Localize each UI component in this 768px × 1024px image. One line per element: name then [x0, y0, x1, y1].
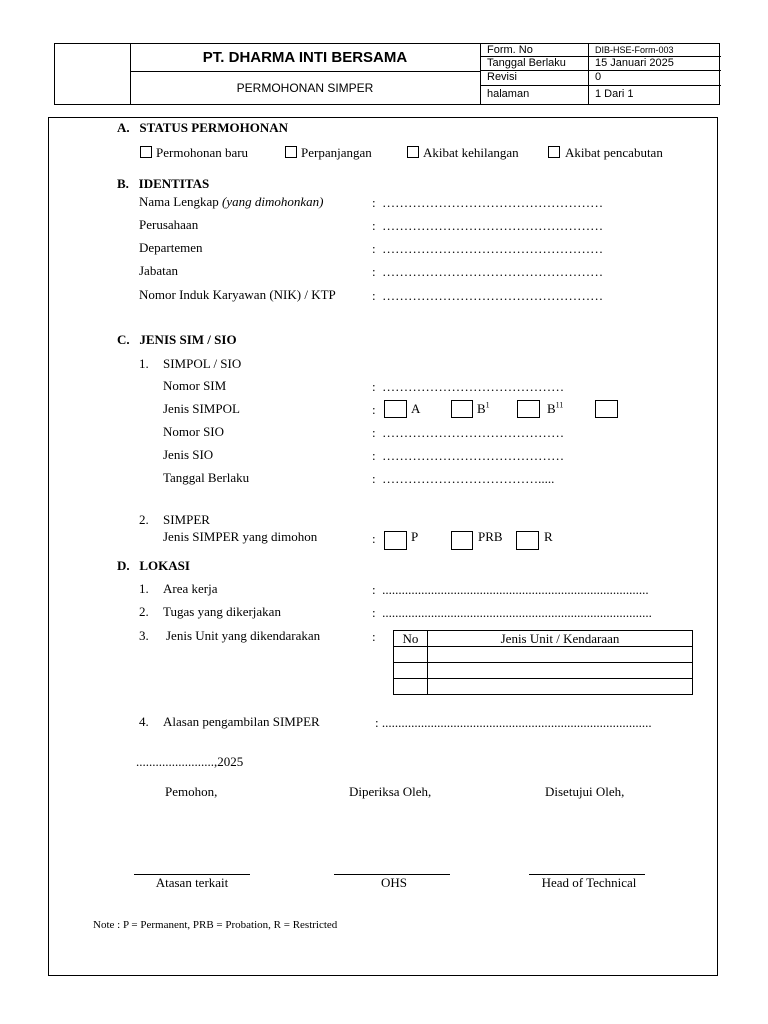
signature-role-diperiksa: Diperiksa Oleh, [349, 784, 432, 799]
section-b-heading: B. IDENTITAS [117, 176, 210, 191]
table-header-row [394, 631, 693, 647]
header-divider [588, 44, 589, 104]
date-line[interactable]: ........................,2025 [136, 754, 244, 769]
meta-label-revisi: Revisi [487, 71, 517, 83]
status-checkbox-kehilangan[interactable] [407, 146, 419, 158]
subsection-number: 1. [139, 356, 149, 371]
field-label-nik: Nomor Induk Karyawan (NIK) / KTP [139, 287, 336, 302]
field-label-alasan: Alasan pengambilan SIMPER [163, 714, 320, 729]
table-cell[interactable] [428, 663, 693, 679]
header-divider [480, 44, 481, 104]
field-fill-tanggal-berlaku[interactable]: : ………………………………..... [372, 471, 555, 486]
field-colon: : [372, 629, 376, 644]
footer-note: Note : P = Permanent, PRB = Probation, R = Restricted [93, 919, 338, 931]
field-label-nomor-sim: Nomor SIM [163, 378, 227, 393]
field-label-jenis-unit: Jenis Unit yang dikendarakan [166, 628, 321, 643]
field-label-perusahaan: Perusahaan [139, 217, 199, 232]
field-fill-alasan[interactable]: : ................................................................................... [375, 715, 652, 730]
form-header [54, 43, 720, 105]
field-fill-nomor-sim[interactable]: : …………………………………… [372, 379, 565, 394]
status-checkbox-pencabutan[interactable] [548, 146, 560, 158]
simpol-option-b11-sup: 11 [555, 400, 564, 410]
status-checkbox-baru[interactable] [140, 146, 152, 158]
table-cell[interactable] [394, 679, 428, 695]
simper-checkbox-p[interactable] [384, 531, 407, 550]
header-divider [130, 71, 480, 72]
simpol-option-a: A [411, 401, 421, 416]
field-label-nama [139, 194, 323, 210]
field-label-tanggal-berlaku: Tanggal Berlaku [163, 470, 250, 485]
simpol-option-b1-base: B [477, 401, 486, 416]
simper-option-p: P [411, 529, 419, 544]
header-divider [480, 85, 721, 86]
meta-value-tanggal: 15 Januari 2025 [595, 57, 674, 69]
signature-title-ohs: OHS [380, 875, 407, 890]
simpol-checkbox-extra[interactable] [595, 400, 618, 418]
item-number: 4. [139, 714, 149, 729]
field-label-jenis-sio: Jenis SIO [163, 447, 214, 462]
status-option-pencabutan: Akibat pencabutan [565, 145, 663, 160]
simpol-checkbox-b1[interactable] [451, 400, 473, 418]
meta-label-halaman: halaman [487, 88, 530, 100]
simpol-option-b1 [477, 401, 490, 417]
field-fill-perusahaan[interactable]: : …………………………………………… [372, 218, 604, 233]
field-fill-tugas[interactable]: : ................................................................................... [372, 605, 652, 620]
table-header-jenis-unit: Jenis Unit / Kendaraan [428, 631, 693, 647]
table-cell[interactable] [428, 647, 693, 663]
field-colon: : [372, 531, 376, 546]
field-colon: : [372, 402, 376, 417]
subsection-simpol-title: SIMPOL / SIO [163, 356, 242, 371]
field-label-nomor-sio: Nomor SIO [163, 424, 225, 439]
simper-checkbox-r[interactable] [516, 531, 539, 550]
field-label-note: (yang dimohonkan) [222, 194, 324, 209]
form-title: PERMOHONAN SIMPER [236, 81, 374, 95]
subsection-simper-title: SIMPER [163, 512, 210, 527]
field-label-text: Nama Lengkap [139, 194, 219, 209]
signature-role-pemohon: Pemohon, [165, 784, 218, 799]
field-fill-jabatan[interactable]: : …………………………………………… [372, 264, 604, 279]
meta-value-revisi: 0 [595, 71, 602, 83]
simper-checkbox-prb[interactable] [451, 531, 473, 550]
field-fill-nama[interactable]: : …………………………………………… [372, 195, 604, 210]
status-checkbox-perpanjangan[interactable] [285, 146, 297, 158]
company-name: PT. DHARMA INTI BERSAMA [202, 49, 408, 66]
table-cell[interactable] [394, 663, 428, 679]
field-label-jenis-simper: Jenis SIMPER yang dimohon [163, 529, 318, 544]
signature-title-atasan: Atasan terkait [155, 875, 229, 890]
section-c-heading: C. JENIS SIM / SIO [117, 332, 237, 347]
table-cell[interactable] [394, 647, 428, 663]
status-option-baru: Permohonan baru [156, 145, 249, 160]
table-cell[interactable] [428, 679, 693, 695]
simper-option-prb: PRB [478, 529, 503, 544]
simpol-checkbox-a[interactable] [384, 400, 407, 418]
unit-table [393, 630, 693, 695]
signature-role-disetujui: Disetujui Oleh, [545, 784, 625, 799]
item-number: 1. [139, 581, 149, 596]
status-option-kehilangan: Akibat kehilangan [423, 145, 519, 160]
subsection-number: 2. [139, 512, 149, 527]
item-number: 3. [139, 628, 149, 643]
meta-label-form-no: Form. No [487, 44, 533, 56]
field-fill-nik[interactable]: : …………………………………………… [372, 288, 604, 303]
meta-value-form-no: DIB-HSE-Form-003 [595, 45, 674, 55]
field-fill-jenis-sio[interactable]: : …………………………………… [372, 448, 565, 463]
field-fill-departemen[interactable]: : …………………………………………… [372, 241, 604, 256]
meta-label-tanggal: Tanggal Berlaku [487, 57, 566, 69]
table-row [394, 647, 693, 663]
field-label-jabatan: Jabatan [139, 263, 178, 278]
field-label-area-kerja: Area kerja [163, 581, 218, 596]
simpol-checkbox-b11[interactable] [517, 400, 540, 418]
simpol-option-b11 [547, 401, 563, 417]
section-d-heading: D. LOKASI [117, 558, 190, 573]
simper-option-r: R [544, 529, 553, 544]
item-number: 2. [139, 604, 149, 619]
status-option-perpanjangan: Perpanjangan [301, 145, 372, 160]
table-row [394, 679, 693, 695]
table-row [394, 663, 693, 679]
table-header-no: No [394, 631, 428, 647]
field-fill-area-kerja[interactable]: : .................................................................................. [372, 582, 649, 597]
section-a-heading: A. STATUS PERMOHONAN [117, 120, 289, 135]
field-label-tugas: Tugas yang dikerjakan [163, 604, 281, 619]
meta-value-halaman: 1 Dari 1 [595, 88, 634, 100]
simpol-option-b11-base: B [547, 401, 556, 416]
simpol-option-b1-sup: 1 [485, 400, 490, 410]
signature-title-head-technical: Head of Technical [541, 875, 637, 890]
field-label-jenis-simpol: Jenis SIMPOL [163, 401, 240, 416]
field-label-departemen: Departemen [139, 240, 203, 255]
field-fill-nomor-sio[interactable]: : …………………………………… [372, 425, 565, 440]
